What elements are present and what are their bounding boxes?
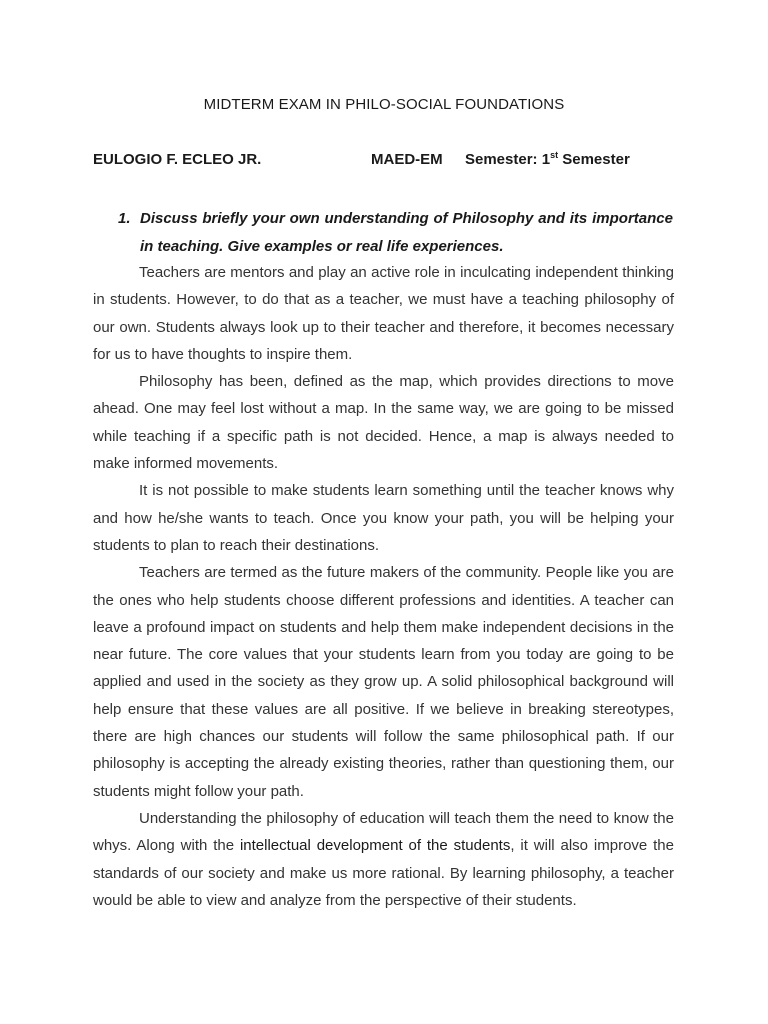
question-number: 1. bbox=[118, 210, 131, 227]
student-header bbox=[93, 151, 693, 173]
semester-ordinal-suffix: st bbox=[550, 150, 559, 160]
document-title: MIDTERM EXAM IN PHILO-SOCIAL FOUNDATIONS bbox=[203, 96, 565, 113]
question-1 bbox=[118, 205, 673, 260]
answer-paragraph-2: Philosophy has been, defined as the map, which provides directions to move ahead. One may feel lost without a map. In the same way, we are going to be missed while teaching if a specific path is not decided. Hence, a map is always needed to make informed movements. bbox=[93, 373, 674, 473]
student-name: EULOGIO F. ECLEO JR. bbox=[93, 151, 262, 168]
semester-label bbox=[465, 151, 630, 168]
highlighted-phrase: intellectual development of the students bbox=[239, 837, 511, 855]
answer-paragraph-5-start: Understanding the philosophy of education will teach them the need to know the whys. Along with the bbox=[93, 809, 674, 855]
semester-label-suffix: Semester bbox=[558, 151, 630, 168]
answer-paragraph-1: Teachers are mentors and play an active role in inculcating independent thinking in students. However, to do that as a teacher, we must have a teaching philosophy of our own. Students always look up to their teacher and therefore, it becomes necessary for us to have thoughts to inspire them. bbox=[93, 264, 674, 363]
question-text: Discuss briefly your own understanding of Philosophy and its importance in teaching. Give examples or real life experiences. bbox=[140, 210, 673, 255]
semester-label-text: Semester: 1 bbox=[465, 151, 551, 168]
program-label: MAED-EM bbox=[371, 151, 443, 168]
answer-paragraph-4: Teachers are termed as the future makers of the community. People like you are the ones who help students choose different professions and identities. A teacher can leave a profound impact on students and help them make independent decisions in the near future. The core values that your students learn from you today are going to be applied and used in the society as they grow up. A solid philosophical background will help ensure that these values are all positive. If we believe in breaking stereotypes, there are high chances our students will follow the same philosophical path. If our philosophy is accepting the already existing theories, rather than questioning them, our students might follow your path. bbox=[93, 564, 674, 800]
answer-paragraph-5 bbox=[93, 805, 674, 914]
answer-body bbox=[93, 259, 674, 914]
answer-paragraph-5-end: , it will also improve the standards of our society and make us more rational. By learning philosophy, a teacher would be able to view and analyze from the perspective of their students. bbox=[93, 837, 674, 909]
answer-paragraph-3: It is not possible to make students learn something until the teacher knows why and how he/she wants to teach. Once you know your path, you will be helping your students to plan to reach their destinations. bbox=[93, 482, 674, 554]
